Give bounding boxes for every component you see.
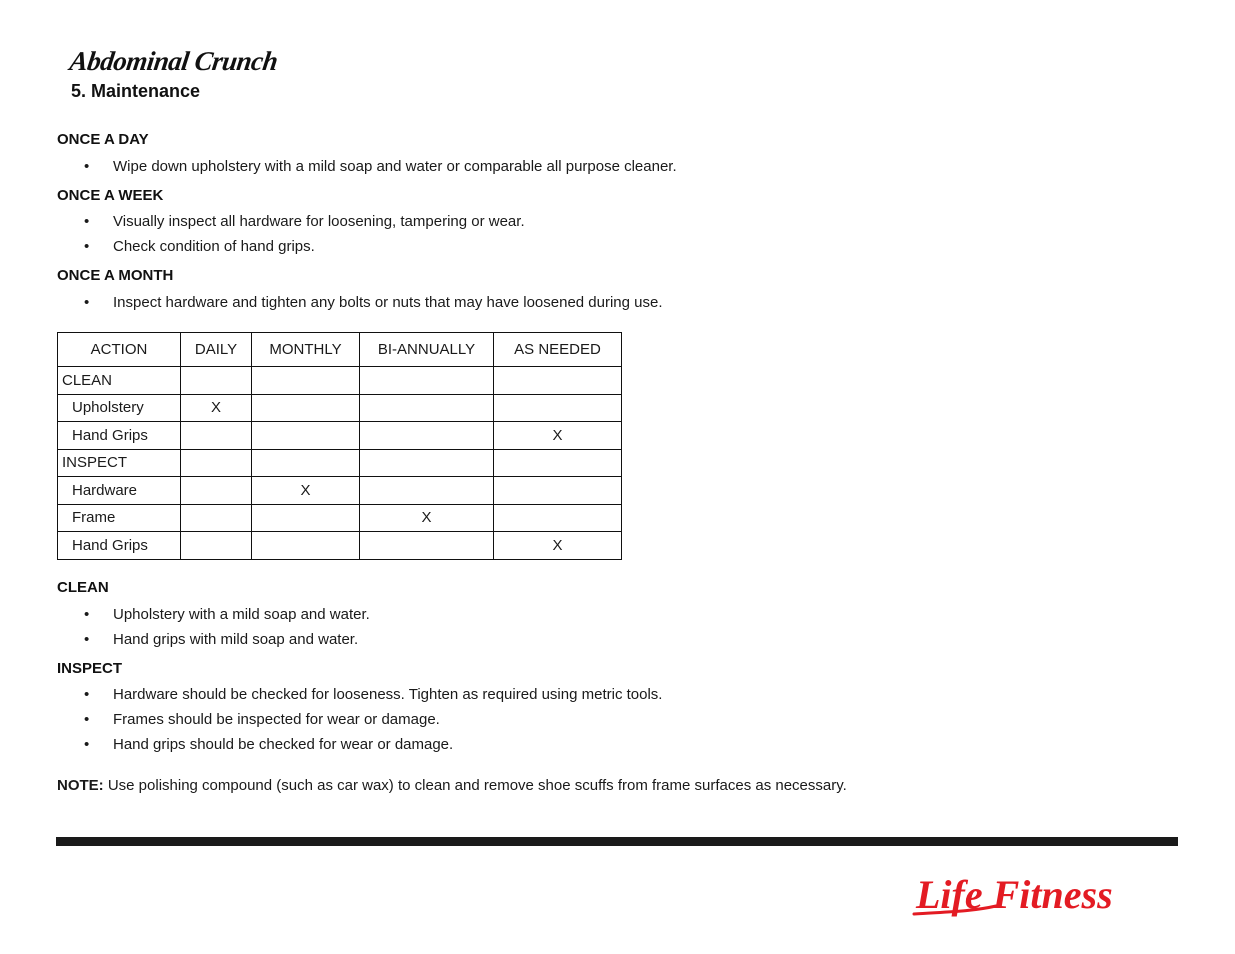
table-cell bbox=[494, 394, 622, 422]
heading-clean: CLEAN bbox=[57, 579, 109, 596]
table-cell bbox=[494, 504, 622, 532]
row-label: Upholstery bbox=[58, 394, 181, 422]
list-item: • Visually inspect all hardware for loosening, tampering or wear. bbox=[57, 209, 525, 234]
table-row bbox=[58, 449, 622, 477]
table-cell bbox=[360, 367, 494, 395]
table-cell bbox=[360, 394, 494, 422]
column-header-daily: DAILY bbox=[181, 333, 252, 367]
once-a-week-list bbox=[57, 209, 525, 259]
column-header-action: ACTION bbox=[58, 333, 181, 367]
brand-wordmark: Life Fitness bbox=[916, 872, 1113, 917]
footer-rule bbox=[56, 837, 1178, 846]
heading-once-a-week: ONCE A WEEK bbox=[57, 187, 164, 204]
table-cell: X bbox=[494, 532, 622, 560]
table-cell bbox=[360, 477, 494, 505]
column-header-bi-annually: BI-ANNUALLY bbox=[360, 333, 494, 367]
table-row bbox=[58, 532, 622, 560]
maintenance-schedule-table bbox=[57, 332, 622, 560]
table-cell bbox=[252, 422, 360, 450]
note-label: NOTE: bbox=[57, 777, 104, 794]
clean-details-list bbox=[57, 602, 370, 652]
once-a-day-list bbox=[57, 154, 677, 179]
table-cell bbox=[360, 449, 494, 477]
heading-once-a-month: ONCE A MONTH bbox=[57, 267, 174, 284]
list-item: • Upholstery with a mild soap and water. bbox=[57, 602, 370, 627]
once-a-month-list bbox=[57, 290, 663, 315]
row-label: Hand Grips bbox=[58, 532, 181, 560]
table-row bbox=[58, 367, 622, 395]
table-cell bbox=[494, 367, 622, 395]
row-label: Hardware bbox=[58, 477, 181, 505]
note-text: Use polishing compound (such as car wax) to clean and remove shoe scuffs from frame surfaces as necessary. bbox=[103, 777, 847, 794]
table-cell bbox=[181, 504, 252, 532]
column-header-monthly: MONTHLY bbox=[252, 333, 360, 367]
list-item: • Check condition of hand grips. bbox=[57, 234, 525, 259]
table-cell bbox=[181, 367, 252, 395]
heading-inspect: INSPECT bbox=[57, 660, 123, 677]
table-row bbox=[58, 477, 622, 505]
table-cell: X bbox=[252, 477, 360, 505]
table-cell bbox=[181, 477, 252, 505]
heading-once-a-day: ONCE A DAY bbox=[57, 131, 149, 148]
table-cell bbox=[494, 449, 622, 477]
table-row bbox=[58, 504, 622, 532]
table-row bbox=[58, 394, 622, 422]
table-cell bbox=[252, 532, 360, 560]
row-label: CLEAN bbox=[58, 367, 181, 395]
table-cell bbox=[252, 394, 360, 422]
note-paragraph bbox=[57, 777, 847, 794]
life-fitness-logo bbox=[910, 868, 1178, 922]
table-row bbox=[58, 422, 622, 450]
table-cell bbox=[360, 532, 494, 560]
table-cell bbox=[360, 422, 494, 450]
product-title: Abdominal Crunch bbox=[67, 46, 280, 76]
list-item: • Inspect hardware and tighten any bolts or nuts that may have loosened during use. bbox=[57, 290, 663, 315]
table-cell: X bbox=[181, 394, 252, 422]
list-item: • Hardware should be checked for looseness. Tighten as required using metric tools. bbox=[57, 682, 662, 707]
list-item: • Frames should be inspected for wear or damage. bbox=[57, 707, 662, 732]
column-header-as-needed: AS NEEDED bbox=[494, 333, 622, 367]
inspect-details-list bbox=[57, 682, 662, 757]
list-item: • Hand grips should be checked for wear or damage. bbox=[57, 732, 662, 757]
table-cell: X bbox=[360, 504, 494, 532]
table-cell bbox=[181, 422, 252, 450]
table-cell bbox=[181, 449, 252, 477]
table-cell bbox=[252, 449, 360, 477]
list-item: • Wipe down upholstery with a mild soap and water or comparable all purpose cleaner. bbox=[57, 154, 677, 179]
list-item: • Hand grips with mild soap and water. bbox=[57, 627, 370, 652]
table-cell: X bbox=[494, 422, 622, 450]
row-label: Frame bbox=[58, 504, 181, 532]
section-title: 5. Maintenance bbox=[71, 81, 201, 101]
table-cell bbox=[494, 477, 622, 505]
table-cell bbox=[252, 367, 360, 395]
row-label: INSPECT bbox=[58, 449, 181, 477]
table-cell bbox=[252, 504, 360, 532]
table-cell bbox=[181, 532, 252, 560]
row-label: Hand Grips bbox=[58, 422, 181, 450]
table-header-row bbox=[58, 333, 622, 367]
